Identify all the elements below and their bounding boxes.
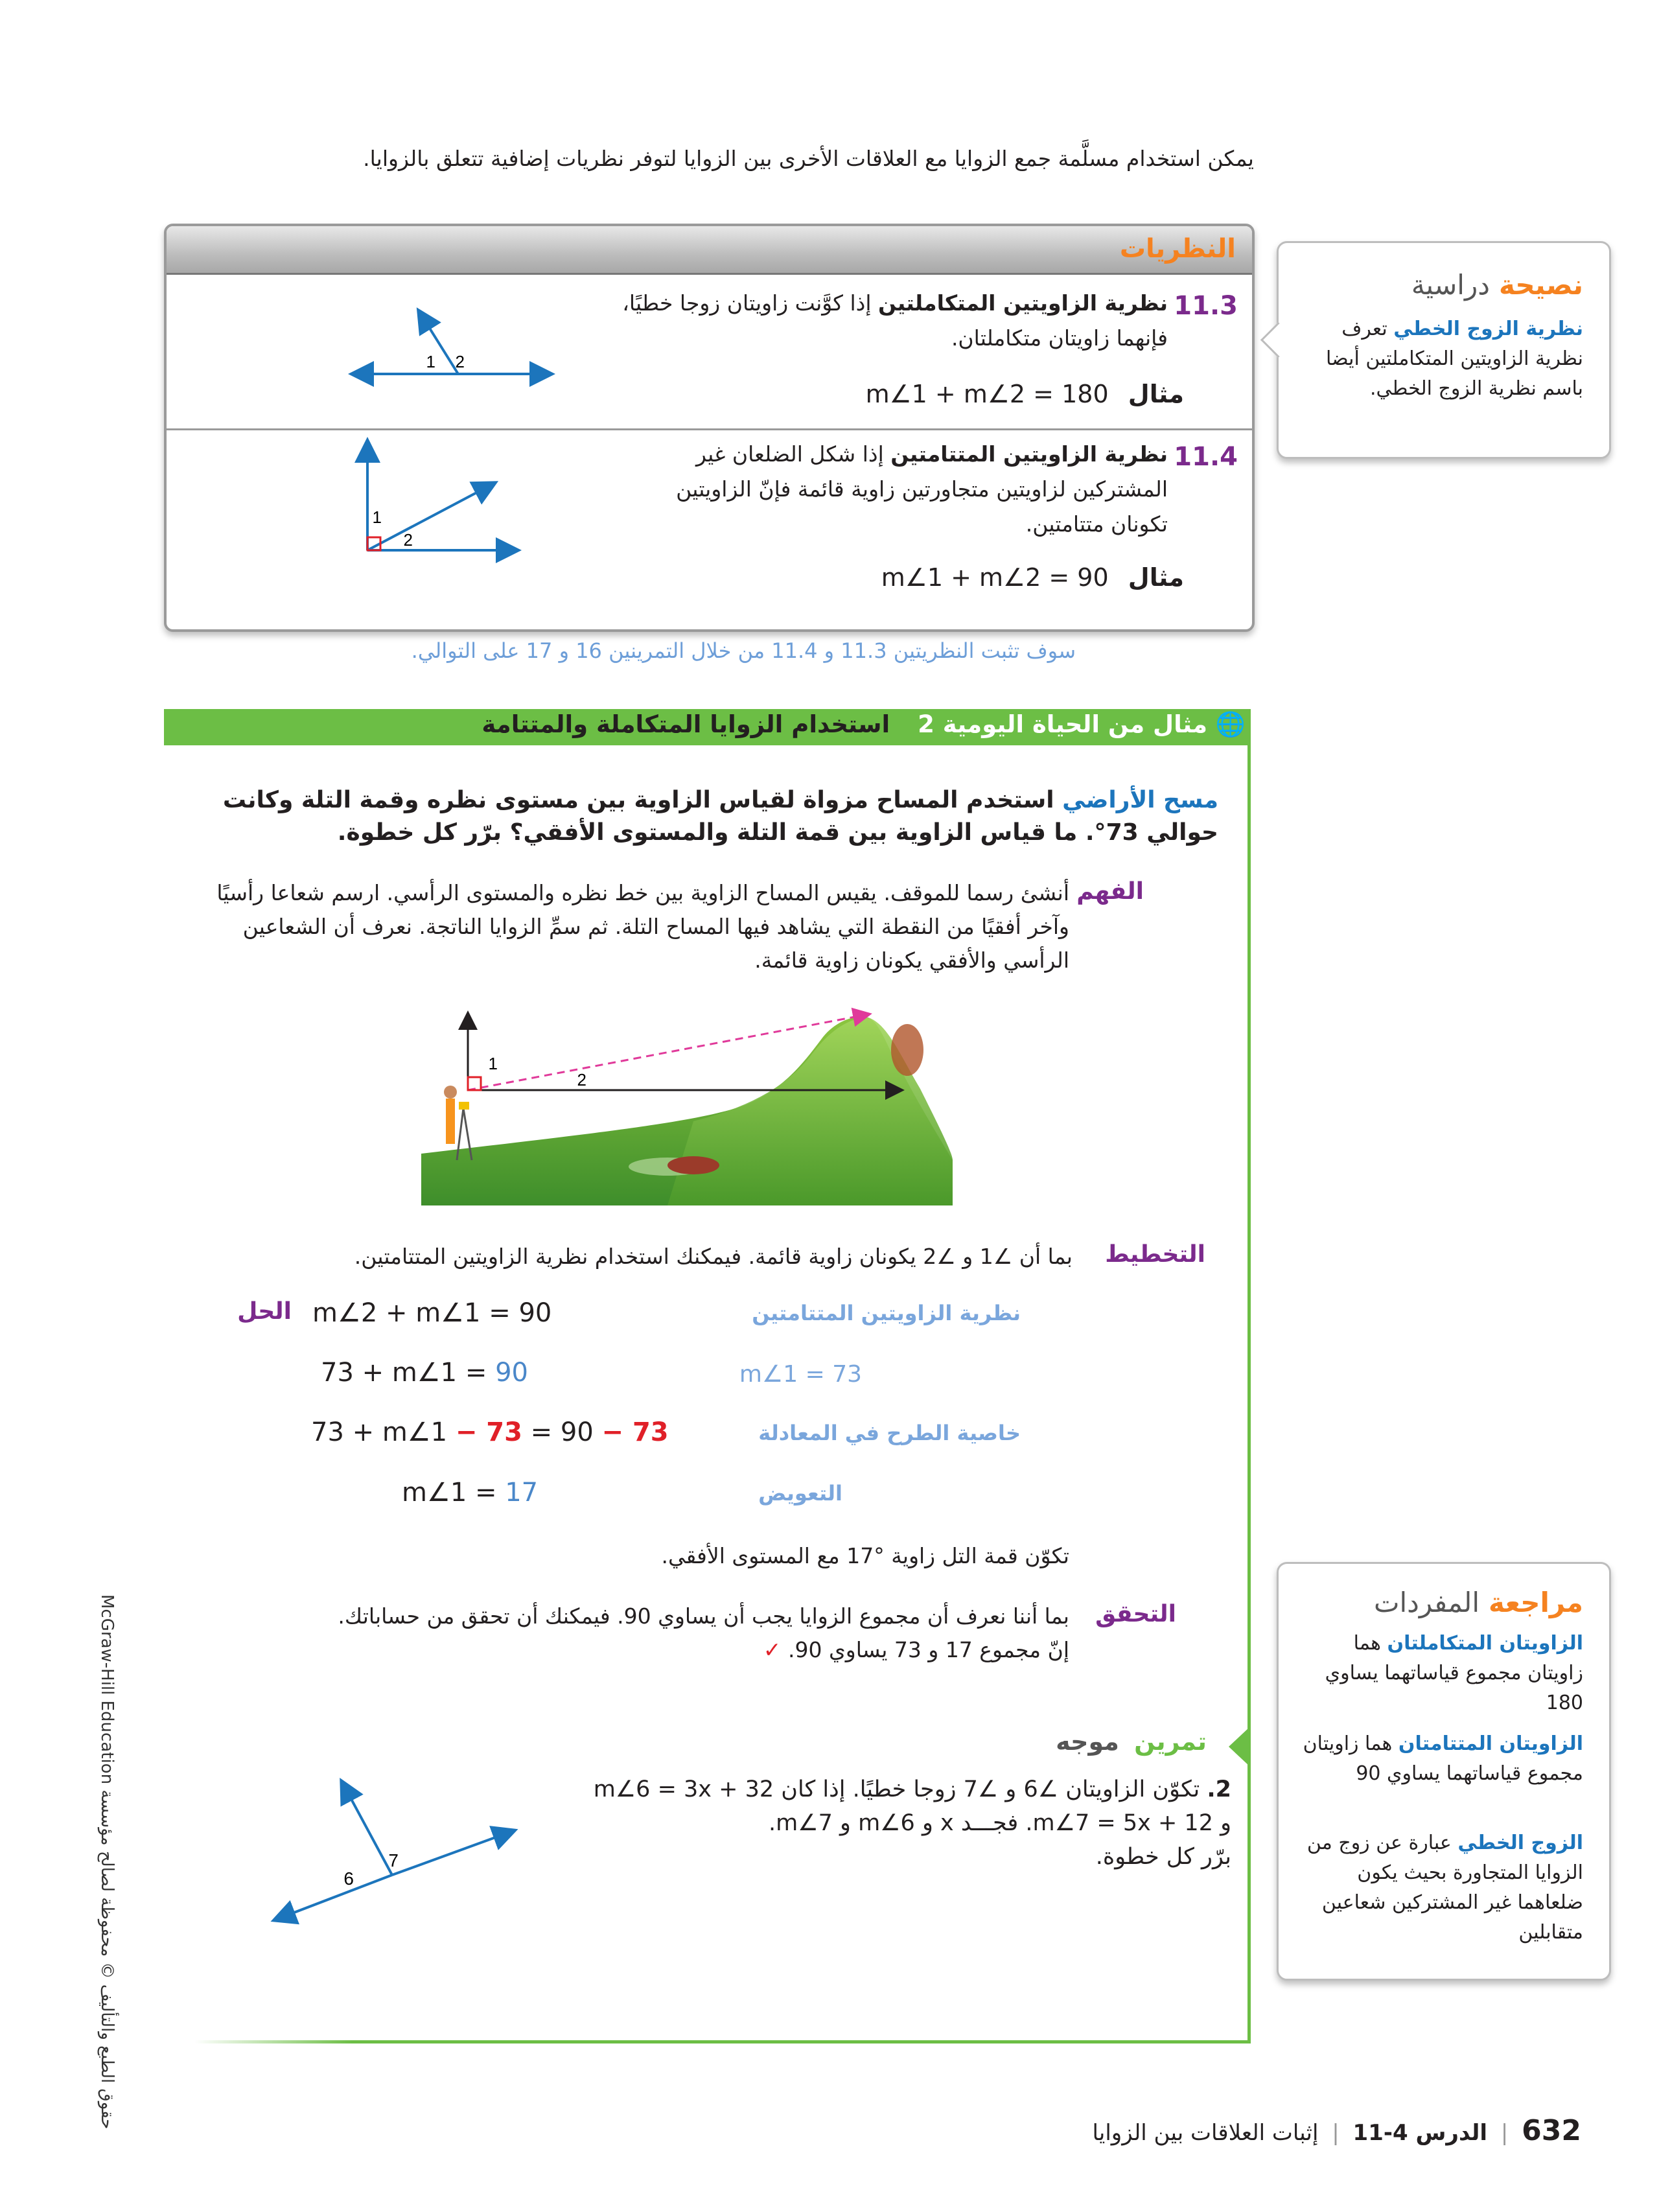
- angle-label-2: 2: [403, 530, 413, 550]
- reason-4: التعويض: [758, 1481, 842, 1506]
- check-line-2-text: إنّ مجموع 17 و 73 يساوي 90.: [787, 1637, 1069, 1662]
- example-number: مثال من الحياة اليومية 2: [918, 710, 1208, 738]
- vocab-title-b: المفردات: [1373, 1587, 1480, 1618]
- equation-2: [321, 1358, 528, 1388]
- problem-statement: [207, 784, 1218, 849]
- check-line-1: بما أننا نعرف أن مجموع الزوايا يجب أن يساوي 90. فيمكنك أن تحقق من حساباتك.: [338, 1603, 1069, 1629]
- theorem-example: [866, 380, 1184, 408]
- theorem-11-4: [167, 430, 1252, 625]
- lesson-number: الدرس 4-11: [1352, 2120, 1488, 2146]
- linear-pair-figure-6-7: [266, 1776, 525, 1931]
- guided-title-a: تمرين: [1134, 1727, 1207, 1756]
- example-equation: m∠1 + m∠2 = 90: [881, 563, 1109, 592]
- plan-label: التخطيط: [1105, 1241, 1205, 1268]
- theorem-number: 11.3: [1174, 291, 1238, 321]
- equation-3-b: − 73: [455, 1417, 522, 1447]
- check-label: التحقق: [1095, 1601, 1176, 1627]
- tip-title-b: دراسية: [1411, 269, 1490, 301]
- example-border: [1247, 745, 1251, 2043]
- vocab-item: [1298, 1629, 1583, 1718]
- exercise-number: 2.: [1207, 1776, 1231, 1802]
- exercise-line-3: برّر كل خطوة.: [1095, 1844, 1231, 1870]
- angle-label-1: 1: [372, 507, 382, 527]
- exercise-line-2: و m∠7 = 5x + 12. فجـــد x و m∠6 و m∠7.: [769, 1810, 1231, 1836]
- tip-title-a: نصيحة: [1498, 269, 1583, 301]
- reason-1: نظرية الزاويتين المتتامتين: [752, 1301, 1021, 1325]
- theorem-text: [617, 437, 1168, 542]
- theorems-box: [164, 224, 1255, 632]
- tip-pointer: [1260, 322, 1296, 358]
- intro-text: يمكن استخدام مسلَّمة جمع الزوايا مع العلاقات الأخرى بين الزوايا لتوفر نظريات إضافية تتعلق بالزوايا.: [363, 146, 1254, 171]
- guided-title-b: موجه: [1056, 1727, 1119, 1756]
- guided-practice-title: [1056, 1727, 1207, 1756]
- plan-text: بما أن ∠1 و ∠2 يكونان زاوية قائمة. فيمكنك استخدام نظرية الزاويتين المتتامتين.: [354, 1244, 1073, 1269]
- theorem-11-3: [167, 273, 1252, 430]
- equation-2-lhs: 73 + m∠1 =: [321, 1358, 496, 1388]
- vocab-definition: هما زاويتان مجموع قياساتهما يساوي 90: [1303, 1732, 1583, 1785]
- angle-label-1: 1: [426, 352, 435, 371]
- equation-3: [311, 1417, 669, 1447]
- equation-1: m∠2 + m∠1 = 90: [312, 1298, 552, 1328]
- lesson-title: إثبات العلاقات بين الزوايا: [1092, 2120, 1319, 2146]
- theorem-name: نظرية الزاويتين المتتامتين: [890, 441, 1168, 467]
- surveyor-illustration: [421, 998, 953, 1205]
- globe-icon: 🌐: [1215, 710, 1246, 738]
- example-label: مثال: [1128, 380, 1184, 408]
- theorem-name: نظرية الزاويتين المتكاملتين: [878, 290, 1168, 316]
- vocab-definition: عبارة عن زوج من الزوايا المتجاورة بحيث يكون ضلعاهما غير المشتركين شعاعين متقابلين: [1306, 1832, 1583, 1944]
- theorem-number: 11.4: [1174, 442, 1238, 472]
- vocab-term: الزاويتان المتكاملتان: [1387, 1632, 1583, 1655]
- copyright-text: حقوق الطبع والتأليف © محفوظة لصالح مؤسسة McGraw-Hill Education: [97, 1594, 117, 2130]
- tip-text: [1298, 314, 1583, 404]
- theorems-title: النظريات: [1119, 234, 1236, 264]
- tip-title: [1411, 269, 1583, 301]
- reason-2: m∠1 = 73: [739, 1361, 862, 1388]
- check-mark-icon: ✓: [763, 1637, 782, 1662]
- angle-label-7: 7: [388, 1850, 399, 1870]
- equation-4: [402, 1478, 538, 1508]
- theorem-text: [617, 286, 1168, 356]
- example-header: [481, 710, 1246, 739]
- theorems-header: [167, 226, 1252, 275]
- understand-text: أنشئ رسما للموقف. يقيس المساح الزاوية بين خط نظره والمستوى الرأسي. ارسم شعاعا رأسيًا وآخر أفقيًا من النقطة التي يشاهد فيها المساح التلة. ثم سمِّ الزوايا الناتجة. نعرف أن الشعاعين الرأسي والأفقي يكونان زاوية قائمة.: [216, 880, 1069, 973]
- theorem-statement: إذا شكل الضلعان غير المشتركين لزاويتين متجاورتين زاوية قائمة فإنّ الزاويتين تكونان متتامتين.: [676, 441, 1168, 537]
- example-bottom-border: [194, 2040, 1251, 2043]
- problem-text: استخدم المساح مزواة لقياس الزاوية بين مستوى نظره وقمة التلة وكانت حوالي 73°. ما قياس الزاوية بين قمة التلة والمستوى الأفقي؟ برّر كل خطوة.: [222, 787, 1218, 846]
- check-text: [162, 1600, 1069, 1667]
- vocab-item: [1298, 1729, 1583, 1789]
- vocab-title: [1374, 1587, 1583, 1618]
- theorem-example: [881, 563, 1184, 592]
- vocab-term: الزاويتان المتتامتان: [1398, 1732, 1583, 1755]
- tip-body: تعرف نظرية الزاويتين المتكاملتين أيضا باسم نظرية الزوج الخطي.: [1325, 318, 1583, 400]
- equation-4-rhs: 17: [505, 1478, 539, 1508]
- guided-triangle: [1229, 1727, 1249, 1766]
- example-equation: m∠1 + m∠2 = 180: [865, 380, 1109, 408]
- page-number: 632: [1522, 2114, 1581, 2147]
- example-title: استخدام الزوايا المتكاملة والمتتامة: [481, 710, 890, 738]
- vocab-review-box: [1277, 1562, 1611, 1981]
- angle-label-2: 2: [577, 1070, 586, 1089]
- equation-4-lhs: m∠1 =: [402, 1478, 505, 1508]
- vocab-item: [1298, 1828, 1583, 1948]
- equation-2-rhs: 90: [495, 1358, 528, 1388]
- complementary-figure: [354, 437, 523, 566]
- theorem-statement: إذا كوَّنت زاويتان زوجا خطيًا، فإنهما زاويتان متكاملتان.: [622, 290, 1168, 351]
- guided-exercise: [499, 1773, 1231, 1874]
- equation-3-d: − 73: [601, 1417, 669, 1447]
- conclusion-text: تكوّن قمة التل زاوية °17 مع المستوى الأفقي.: [661, 1543, 1069, 1568]
- vocab-definition: هما زاويتان مجموع قياساتهما يساوي 180: [1325, 1632, 1583, 1714]
- solve-label: الحل: [237, 1298, 292, 1325]
- understand-label: الفهم: [1076, 878, 1144, 905]
- angle-label-6: 6: [343, 1869, 354, 1889]
- page-footer: 632 | الدرس 4-11 | إثبات العلاقات بين الزوايا: [1092, 2114, 1581, 2147]
- exercise-line-1: تكوّن الزاويتان ∠6 و ∠7 زوجا خطيًا. إذا كان m∠6 = 3x + 32: [593, 1776, 1200, 1802]
- reason-3: خاصية الطرح في المعادلة: [758, 1421, 1021, 1445]
- equation-3-a: 73 + m∠1: [311, 1417, 456, 1447]
- tip-keyword: نظرية الزوج الخطي: [1393, 318, 1583, 340]
- check-line-2: [162, 1633, 1069, 1667]
- linear-pair-figure: [348, 299, 555, 402]
- angle-label-1: 1: [488, 1054, 498, 1073]
- angle-label-2: 2: [455, 352, 465, 371]
- theorems-note: سوف تثبت النظريتين 11.3 و 11.4 من خلال التمرينين 16 و 17 على التوالي.: [411, 638, 1076, 663]
- problem-tag: مسح الأراضي: [1062, 787, 1218, 813]
- equation-3-c: = 90: [522, 1417, 602, 1447]
- example-label: مثال: [1128, 563, 1184, 592]
- study-tip-box: [1277, 241, 1611, 459]
- vocab-title-a: مراجعة: [1489, 1587, 1583, 1618]
- vocab-term: الزوج الخطي: [1457, 1832, 1583, 1854]
